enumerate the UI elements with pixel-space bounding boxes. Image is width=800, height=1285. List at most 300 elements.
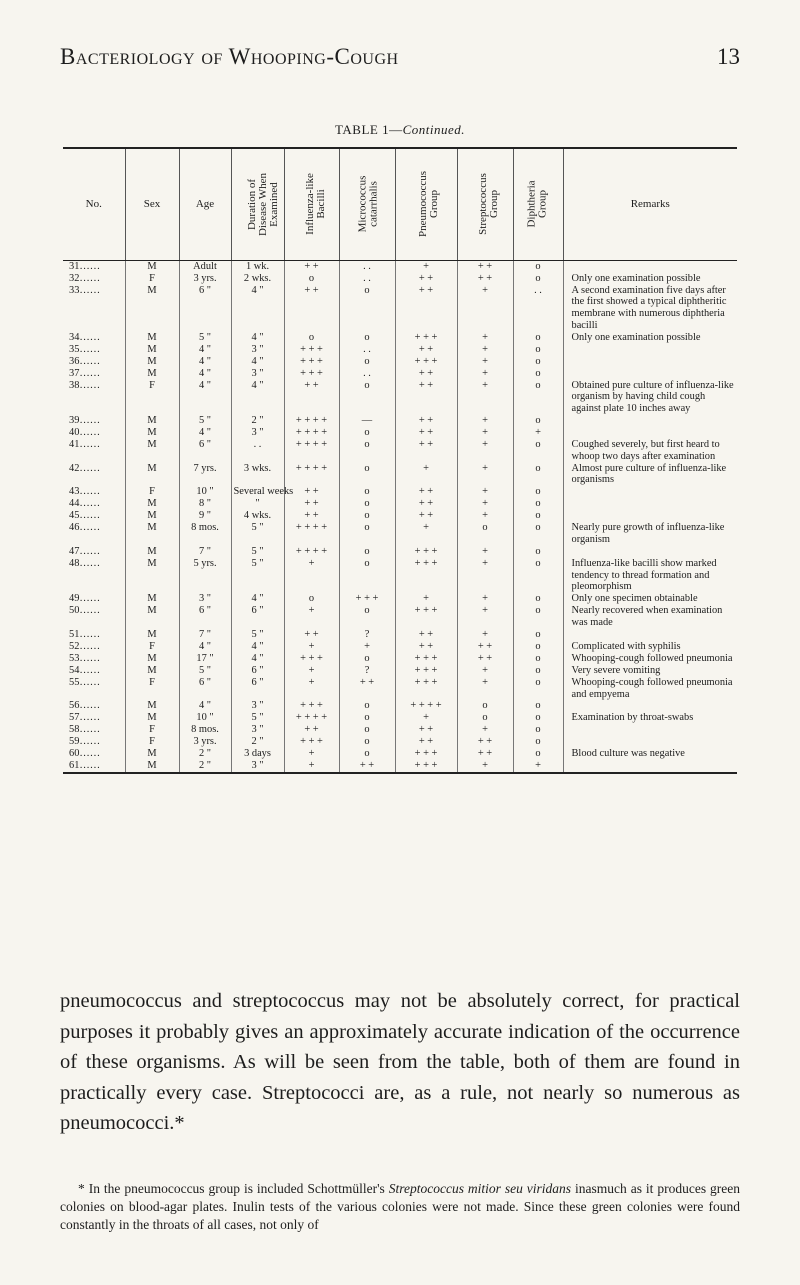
cell-duration: 4 " [231, 356, 284, 368]
cell-remarks: A second examination five days after the first showed a typical diphtheritic membrane with numerous diphtheria bacilli [571, 284, 727, 331]
cell-sex: M [125, 558, 179, 593]
cell-micrococcus: o [339, 510, 395, 522]
cell-streptococcus: + + [457, 748, 513, 760]
cell-micrococcus: o [339, 546, 395, 558]
cell-streptococcus: + [457, 415, 513, 427]
cell-duration: 4 " [231, 641, 284, 653]
cell-micrococcus: o [339, 522, 395, 546]
cell-pneumococcus: + + + + [395, 700, 457, 712]
cell-micrococcus: + + [339, 760, 395, 773]
page-number: 13 [717, 44, 740, 69]
cell-age: 3 " [179, 593, 231, 605]
table-row [63, 285, 737, 332]
cell-duration: 3 " [231, 724, 284, 736]
cell-micrococcus: . . [339, 368, 395, 380]
cell-duration: 3 " [231, 700, 284, 712]
cell-sex: M [125, 546, 179, 558]
cell-duration: 3 " [231, 427, 284, 439]
cell-pneumococcus: + + [395, 344, 457, 356]
cell-age: 4 " [179, 356, 231, 368]
cell-duration: " [231, 498, 284, 510]
cell-remarks: Only one examination possible [571, 272, 701, 284]
cell-no: 31…… [63, 260, 125, 273]
cell-no: 50…… [63, 605, 125, 629]
cell-pneumococcus: + + + [395, 653, 457, 665]
table-row [63, 273, 737, 285]
cell-remarks: Influenza-like bacilli show marked tendency to thread formation and pleomorphism [571, 557, 717, 593]
cell-streptococcus: + [457, 356, 513, 368]
table-row [63, 486, 737, 498]
cell-micrococcus: + + [339, 677, 395, 701]
cell-influenza: + [284, 558, 339, 593]
cell-no: 54…… [63, 665, 125, 677]
cell-no: 47…… [63, 546, 125, 558]
cell-diphtheria: o [513, 332, 563, 344]
cell-no: 41…… [63, 439, 125, 463]
table-row [63, 700, 737, 712]
cell-micrococcus: . . [339, 260, 395, 273]
table-row [63, 546, 737, 558]
table-row [63, 593, 737, 605]
cell-pneumococcus: + + + [395, 665, 457, 677]
table-body [63, 260, 737, 773]
cell-sex: F [125, 724, 179, 736]
cell-age: 17 " [179, 653, 231, 665]
cell-diphtheria: o [513, 593, 563, 605]
cell-streptococcus: + [457, 344, 513, 356]
cell-sex: F [125, 677, 179, 701]
cell-remarks: Only one specimen obtainable [571, 593, 698, 605]
cell-age: 4 " [179, 427, 231, 439]
cell-pneumococcus: + + [395, 368, 457, 380]
cell-remarks: Almost pure culture of influenza-like organisms [571, 462, 727, 486]
col-header-micrococcus: Micrococcus catarrhalis [339, 148, 395, 260]
cell-pneumococcus: + + [395, 486, 457, 498]
cell-duration: 6 " [231, 605, 284, 629]
cell-age: 2 " [179, 748, 231, 760]
cell-age: 5 " [179, 665, 231, 677]
cell-remarks: Coughed severely, but first heard to whoop two days after examination [571, 439, 720, 462]
table-row [63, 629, 737, 641]
cell-streptococcus: + + [457, 260, 513, 273]
cell-duration: 3 " [231, 344, 284, 356]
cell-no: 59…… [63, 736, 125, 748]
cell-age: 7 yrs. [179, 463, 231, 487]
cell-no: 52…… [63, 641, 125, 653]
cell-age: 8 mos. [179, 724, 231, 736]
table-row [63, 439, 737, 463]
table-row [63, 558, 737, 593]
table-row [63, 760, 737, 773]
cell-influenza: + + + [284, 356, 339, 368]
cell-sex: M [125, 760, 179, 773]
cell-streptococcus: o [457, 522, 513, 546]
cell-diphtheria: o [513, 486, 563, 498]
cell-no: 44…… [63, 498, 125, 510]
cell-streptococcus: + [457, 546, 513, 558]
cell-micrococcus: o [339, 498, 395, 510]
cell-age: 9 " [179, 510, 231, 522]
table-row [63, 653, 737, 665]
cell-streptococcus: + [457, 629, 513, 641]
cell-streptococcus: + [457, 724, 513, 736]
cell-sex: M [125, 285, 179, 332]
cell-no: 46…… [63, 522, 125, 546]
cell-micrococcus: o [339, 736, 395, 748]
table-row [63, 356, 737, 368]
cell-diphtheria: o [513, 368, 563, 380]
cell-influenza: + + + + [284, 463, 339, 487]
cell-diphtheria: o [513, 510, 563, 522]
cell-sex: F [125, 641, 179, 653]
cell-streptococcus: + + [457, 653, 513, 665]
cell-micrococcus: o [339, 605, 395, 629]
cell-sex: M [125, 356, 179, 368]
cell-micrococcus: ? [339, 665, 395, 677]
cell-remarks: Blood culture was negative [571, 748, 685, 760]
cell-diphtheria: o [513, 380, 563, 415]
footnote-part2: inasmuch as it produces green colonies on blood-agar plates. Inulin tests of the various colonies were not made. Since these green colonies were found constantly in the throats of all cases, not only of [60, 1181, 741, 1232]
page-header [60, 44, 740, 84]
table-row [63, 380, 737, 415]
cell-pneumococcus: + + [395, 415, 457, 427]
cell-diphtheria: o [513, 439, 563, 463]
cell-streptococcus: + + [457, 273, 513, 285]
cell-remarks [563, 760, 737, 773]
cell-pneumococcus: + + + [395, 748, 457, 760]
cell-remarks [563, 415, 737, 427]
col-header-streptococcus: Streptococcus Group [457, 148, 513, 260]
cell-micrococcus: o [339, 712, 395, 724]
cell-micrococcus: . . [339, 344, 395, 356]
cell-pneumococcus: + + [395, 629, 457, 641]
cell-remarks [563, 427, 737, 439]
cell-age: 4 " [179, 344, 231, 356]
cell-pneumococcus: + [395, 712, 457, 724]
cell-sex: M [125, 665, 179, 677]
cell-diphtheria: o [513, 522, 563, 546]
cell-remarks [563, 510, 737, 522]
cell-no: 33…… [63, 285, 125, 332]
cell-streptococcus: + [457, 427, 513, 439]
cell-streptococcus: + [457, 380, 513, 415]
cell-sex: M [125, 439, 179, 463]
cell-remarks [563, 356, 737, 368]
table-row [63, 510, 737, 522]
cell-age: 3 yrs. [179, 736, 231, 748]
cell-duration: 5 " [231, 546, 284, 558]
cell-diphtheria: o [513, 463, 563, 487]
table-row [63, 712, 737, 724]
table-row [63, 641, 737, 653]
cell-micrococcus: ? [339, 629, 395, 641]
table-container [63, 147, 737, 774]
table-row [63, 463, 737, 487]
table-row [63, 332, 737, 344]
cell-no: 48…… [63, 558, 125, 593]
cell-no: 42…… [63, 463, 125, 487]
table-row [63, 498, 737, 510]
cell-micrococcus: o [339, 427, 395, 439]
cell-diphtheria: o [513, 260, 563, 273]
cell-sex: F [125, 380, 179, 415]
cell-duration: 1 wk. [231, 260, 284, 273]
cell-streptococcus: + [457, 558, 513, 593]
cell-micrococcus: . . [339, 273, 395, 285]
cell-sex: M [125, 344, 179, 356]
cell-no: 43…… [63, 486, 125, 498]
cell-sex: M [125, 332, 179, 344]
cell-pneumococcus: + [395, 463, 457, 487]
cell-no: 38…… [63, 380, 125, 415]
cell-duration: 5 " [231, 522, 284, 546]
cell-diphtheria: o [513, 629, 563, 641]
cell-sex: F [125, 486, 179, 498]
cell-influenza: + + + + [284, 546, 339, 558]
cell-no: 34…… [63, 332, 125, 344]
cell-influenza: + + [284, 380, 339, 415]
cell-diphtheria: o [513, 677, 563, 701]
cell-age: 4 " [179, 641, 231, 653]
cell-remarks [563, 700, 737, 712]
cell-pneumococcus: + + + [395, 605, 457, 629]
cell-streptococcus: + [457, 510, 513, 522]
table-caption [0, 122, 800, 138]
cell-influenza: + + + [284, 344, 339, 356]
cell-age: 5 " [179, 332, 231, 344]
cell-micrococcus: o [339, 724, 395, 736]
cell-age: 6 " [179, 677, 231, 701]
cell-duration: 5 " [231, 629, 284, 641]
cell-age: 8 mos. [179, 522, 231, 546]
cell-influenza: + [284, 641, 339, 653]
cell-pneumococcus: + + + [395, 760, 457, 773]
cell-influenza: + + + [284, 368, 339, 380]
cell-no: 60…… [63, 748, 125, 760]
col-header-remarks: Remarks [563, 148, 737, 260]
cell-diphtheria: o [513, 736, 563, 748]
cell-sex: M [125, 368, 179, 380]
cell-duration: 2 " [231, 736, 284, 748]
cell-pneumococcus: + + [395, 439, 457, 463]
cell-age: 7 " [179, 629, 231, 641]
cell-remarks: Whooping-cough followed pneumonia and empyema [571, 676, 733, 700]
cell-sex: M [125, 653, 179, 665]
cell-remarks [563, 486, 737, 498]
cell-diphtheria: o [513, 546, 563, 558]
cell-age: 5 " [179, 415, 231, 427]
cell-diphtheria: o [513, 498, 563, 510]
cell-age: 4 " [179, 700, 231, 712]
table-row [63, 724, 737, 736]
cell-pneumococcus: + [395, 593, 457, 605]
cell-age: 6 " [179, 285, 231, 332]
table-caption-prefix: TABLE 1— [334, 122, 403, 137]
footnote-paragraph [60, 1180, 740, 1234]
table-row [63, 427, 737, 439]
cell-duration: 6 " [231, 677, 284, 701]
table-row [63, 260, 737, 273]
cell-duration: 4 " [231, 285, 284, 332]
cell-sex: M [125, 260, 179, 273]
cell-diphtheria: o [513, 748, 563, 760]
cell-pneumococcus: + + + [395, 677, 457, 701]
cell-micrococcus: — [339, 415, 395, 427]
cell-streptococcus: + + [457, 736, 513, 748]
cell-remarks: Nearly pure growth of influenza-like organism [571, 522, 725, 546]
cell-micrococcus: + + + [339, 593, 395, 605]
cell-streptococcus: + [457, 486, 513, 498]
col-header-influenza: Influenza-like Bacilli [284, 148, 339, 260]
cell-duration: 4 wks. [231, 510, 284, 522]
cell-streptococcus: o [457, 712, 513, 724]
cell-diphtheria: o [513, 605, 563, 629]
cell-influenza: + + [284, 629, 339, 641]
table-header-row [63, 148, 737, 260]
cell-pneumococcus: + + [395, 427, 457, 439]
cell-diphtheria: o [513, 356, 563, 368]
cell-influenza: + + [284, 510, 339, 522]
col-header-diphtheria: Diphtheria Group [513, 148, 563, 260]
cell-streptococcus: + [457, 760, 513, 773]
cell-diphtheria: o [513, 724, 563, 736]
cell-influenza: + + + [284, 736, 339, 748]
cell-age: 6 " [179, 605, 231, 629]
running-title: Bacteriology of Whooping-Cough [60, 44, 399, 69]
cell-streptococcus: + [457, 665, 513, 677]
cell-diphtheria: o [513, 415, 563, 427]
cell-duration: 5 " [231, 712, 284, 724]
cell-duration: 6 " [231, 665, 284, 677]
cell-remarks [563, 724, 737, 736]
cell-remarks: Only one examination possible [571, 331, 701, 343]
table-row [63, 748, 737, 760]
footnote-part1: * In the pneumococcus group is included Schottmüller's [78, 1181, 385, 1196]
cell-duration: Several weeks [231, 486, 284, 498]
cell-diphtheria: o [513, 558, 563, 593]
col-header-no: No. [63, 148, 125, 260]
cell-diphtheria: o [513, 653, 563, 665]
cell-diphtheria: o [513, 712, 563, 724]
cell-influenza: + + [284, 260, 339, 273]
cell-pneumococcus: + + [395, 498, 457, 510]
cell-diphtheria: o [513, 641, 563, 653]
cell-sex: M [125, 700, 179, 712]
cell-duration: 2 " [231, 415, 284, 427]
cell-micrococcus: o [339, 486, 395, 498]
cell-pneumococcus: + + [395, 736, 457, 748]
cell-pneumococcus: + + [395, 273, 457, 285]
cell-sex: M [125, 415, 179, 427]
cell-duration: 3 wks. [231, 463, 284, 487]
cell-influenza: + [284, 677, 339, 701]
table-row [63, 736, 737, 748]
cell-streptococcus: o [457, 700, 513, 712]
cell-no: 39…… [63, 415, 125, 427]
cell-pneumococcus: + + [395, 380, 457, 415]
cell-age: 3 yrs. [179, 273, 231, 285]
cell-micrococcus: o [339, 700, 395, 712]
cell-duration: 2 wks. [231, 273, 284, 285]
cell-pneumococcus: + + [395, 510, 457, 522]
cell-sex: M [125, 629, 179, 641]
cell-sex: F [125, 736, 179, 748]
cell-duration: 4 " [231, 380, 284, 415]
cell-sex: M [125, 510, 179, 522]
cell-streptococcus: + [457, 498, 513, 510]
table-row [63, 605, 737, 629]
table-caption-continued: Continued. [402, 122, 465, 137]
cell-influenza: + + + + [284, 415, 339, 427]
cell-diphtheria: o [513, 700, 563, 712]
cell-sex: M [125, 522, 179, 546]
cell-no: 36…… [63, 356, 125, 368]
col-header-age: Age [179, 148, 231, 260]
footnote-italic: Streptococcus mitior seu viridans [388, 1181, 572, 1196]
cell-remarks: Very severe vomiting [571, 664, 661, 676]
body-paragraph: pneumococcus and streptococcus may not be absolutely correct, for practical purposes it probably gives an approximately accurate indication of the occurrence of these organisms. As will be seen from the table, both of them are found in practically every case. Streptococci are, as a rule, not nearly so numerous as pneumococci.* [60, 990, 740, 1134]
cell-influenza: + + [284, 486, 339, 498]
cell-no: 49…… [63, 593, 125, 605]
cell-age: 7 " [179, 546, 231, 558]
cell-no: 61…… [63, 760, 125, 773]
cell-pneumococcus: + + [395, 285, 457, 332]
col-header-pneumococcus: Pneumococcus Group [395, 148, 457, 260]
table-row [63, 344, 737, 356]
cell-age: 10 " [179, 486, 231, 498]
cell-duration: 3 " [231, 760, 284, 773]
cell-influenza: + [284, 665, 339, 677]
cell-micrococcus: o [339, 463, 395, 487]
cell-micrococcus: o [339, 558, 395, 593]
cell-remarks [563, 736, 737, 748]
cell-influenza: + + + + [284, 439, 339, 463]
cell-remarks [563, 344, 737, 356]
cell-micrococcus: o [339, 653, 395, 665]
cell-duration: 4 " [231, 332, 284, 344]
col-header-duration: Duration of Disease When Examined [231, 148, 284, 260]
cell-duration: 4 " [231, 653, 284, 665]
cell-remarks [563, 546, 737, 558]
cell-remarks [563, 368, 737, 380]
cell-no: 58…… [63, 724, 125, 736]
cell-no: 56…… [63, 700, 125, 712]
cell-diphtheria: o [513, 665, 563, 677]
cell-no: 40…… [63, 427, 125, 439]
cell-pneumococcus: + + + [395, 546, 457, 558]
cell-micrococcus: o [339, 380, 395, 415]
cell-pneumococcus: + + [395, 641, 457, 653]
cell-age: 5 yrs. [179, 558, 231, 593]
cell-no: 32…… [63, 273, 125, 285]
cell-age: 4 " [179, 368, 231, 380]
cell-influenza: + + + [284, 700, 339, 712]
cell-influenza: + + + [284, 653, 339, 665]
cell-pneumococcus: + + + [395, 332, 457, 344]
cell-remarks [563, 498, 737, 510]
cell-sex: M [125, 593, 179, 605]
cell-no: 51…… [63, 629, 125, 641]
cell-duration: 3 " [231, 368, 284, 380]
cell-streptococcus: + [457, 463, 513, 487]
footnote [60, 1180, 740, 1234]
cell-diphtheria: . . [513, 285, 563, 332]
cell-influenza: + [284, 748, 339, 760]
cell-streptococcus: + [457, 368, 513, 380]
cell-remarks: Nearly recovered when examination was made [571, 605, 723, 629]
cell-sex: M [125, 498, 179, 510]
cell-influenza: + + [284, 724, 339, 736]
